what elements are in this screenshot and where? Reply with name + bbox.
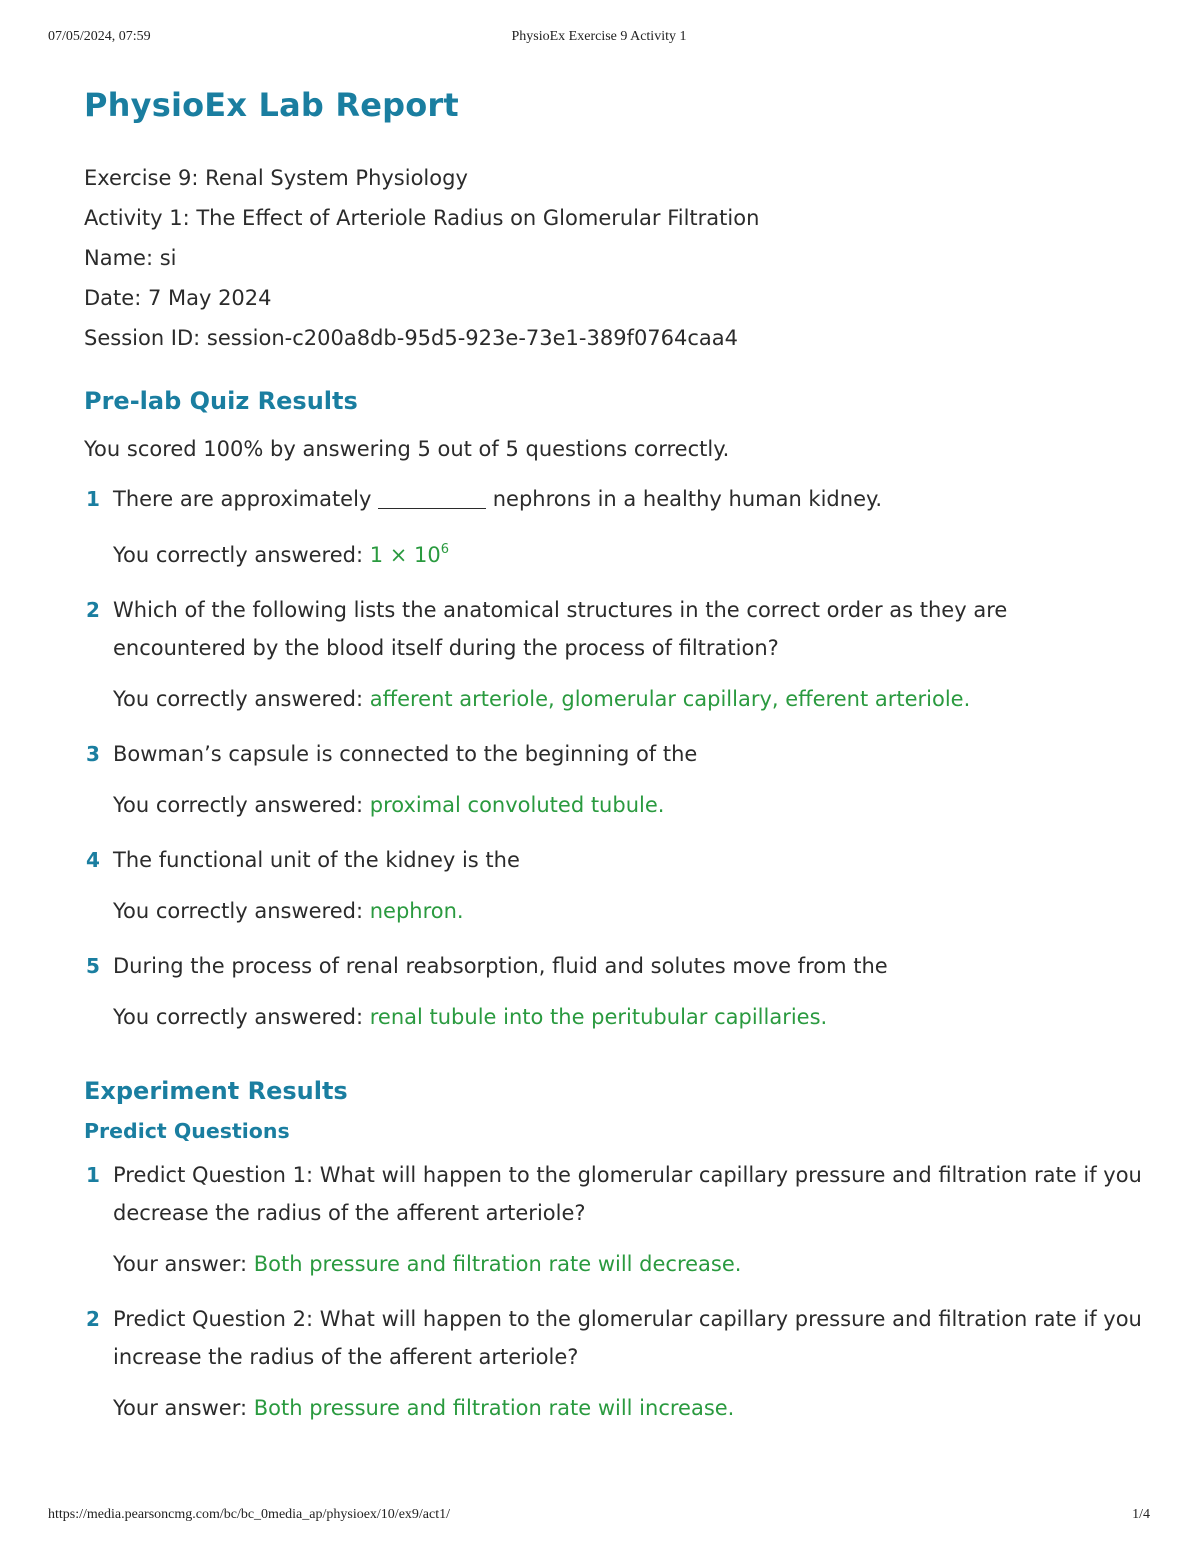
- question-answer: You correctly answered: afferent arteriole, glomerular capillary, efferent arteriole.: [113, 687, 971, 711]
- prelab-question: [84, 841, 1144, 930]
- question-number: 1: [86, 1163, 100, 1187]
- question-answer: You correctly answered: nephron.: [113, 899, 464, 923]
- report-content: [84, 80, 1144, 1427]
- prelab-question: [84, 735, 1144, 824]
- predict-heading: Predict Questions: [84, 1119, 290, 1143]
- experiment-heading: Experiment Results: [84, 1077, 348, 1105]
- prelab-question: [84, 591, 1144, 718]
- question-number: 5: [86, 954, 100, 978]
- question-answer: Your answer: Both pressure and filtration rate will increase.: [113, 1396, 735, 1420]
- question-number: 1: [86, 487, 100, 511]
- question-text: During the process of renal reabsorption, fluid and solutes move from the: [113, 954, 888, 978]
- answer-value: nephron.: [369, 899, 464, 923]
- print-url[interactable]: https://media.pearsoncmg.com/bc/bc_0media_ap/physioex/10/ex9/act1/: [48, 1507, 451, 1522]
- predict-question: [84, 1300, 1144, 1427]
- print-page-number: 1/4: [1132, 1507, 1150, 1522]
- answer-value: Both pressure and filtration rate will decrease.: [253, 1252, 742, 1276]
- question-number: 3: [86, 742, 100, 766]
- report-meta: [84, 158, 1144, 358]
- question-text: Bowman’s capsule is connected to the beginning of the: [113, 742, 698, 766]
- date-line: Date: 7 May 2024: [84, 286, 272, 310]
- predict-question-list: [84, 1156, 1144, 1427]
- question-number: 2: [86, 1307, 100, 1331]
- question-answer: You correctly answered: renal tubule into the peritubular capillaries.: [113, 1005, 828, 1029]
- answer-value: afferent arteriole, glomerular capillary, efferent arteriole.: [369, 687, 971, 711]
- answer-value: proximal convoluted tubule.: [369, 793, 665, 817]
- print-datetime: 07/05/2024, 07:59: [48, 29, 151, 44]
- question-text: Predict Question 2: What will happen to the glomerular capillary pressure and filtration rate if you increase the radius of the afferent arteriole?: [113, 1307, 1142, 1369]
- page-title: PhysioEx Lab Report: [84, 86, 459, 124]
- prelab-question: [84, 947, 1144, 1036]
- session-line: Session ID: session-c200a8db-95d5-923e-73e1-389f0764caa4: [84, 326, 739, 350]
- prelab-question-list: [84, 480, 1144, 1036]
- exercise-line: Exercise 9: Renal System Physiology: [84, 166, 468, 190]
- question-text: Which of the following lists the anatomical structures in the correct order as they are encountered by the blood itself during the process of filtration?: [113, 598, 1008, 660]
- answer-value: Both pressure and filtration rate will increase.: [253, 1396, 735, 1420]
- name-line: Name: si: [84, 246, 177, 270]
- answer-blank: [378, 488, 486, 509]
- question-number: 2: [86, 598, 100, 622]
- activity-line: Activity 1: The Effect of Arteriole Radius on Glomerular Filtration: [84, 206, 760, 230]
- answer-value: renal tubule into the peritubular capillaries.: [369, 1005, 828, 1029]
- prelab-heading: Pre-lab Quiz Results: [84, 387, 358, 415]
- predict-question: [84, 1156, 1144, 1283]
- print-doc-title: PhysioEx Exercise 9 Activity 1: [511, 29, 687, 44]
- question-text: The functional unit of the kidney is the: [113, 848, 520, 872]
- question-number: 4: [86, 848, 100, 872]
- answer-value: $1 \times 10^6$: [369, 542, 450, 567]
- prelab-score: You scored 100% by answering 5 out of 5 questions correctly.: [84, 437, 730, 461]
- question-text: There are approximately nephrons in a healthy human kidney.: [113, 487, 883, 511]
- question-answer: You correctly answered: $1 \times 10^6$: [113, 542, 450, 567]
- question-answer: You correctly answered: proximal convoluted tubule.: [113, 793, 665, 817]
- prelab-question: [84, 480, 1144, 574]
- question-text: Predict Question 1: What will happen to the glomerular capillary pressure and filtration rate if you decrease the radius of the afferent arteriole?: [113, 1163, 1142, 1225]
- question-answer: Your answer: Both pressure and filtration rate will decrease.: [113, 1252, 742, 1276]
